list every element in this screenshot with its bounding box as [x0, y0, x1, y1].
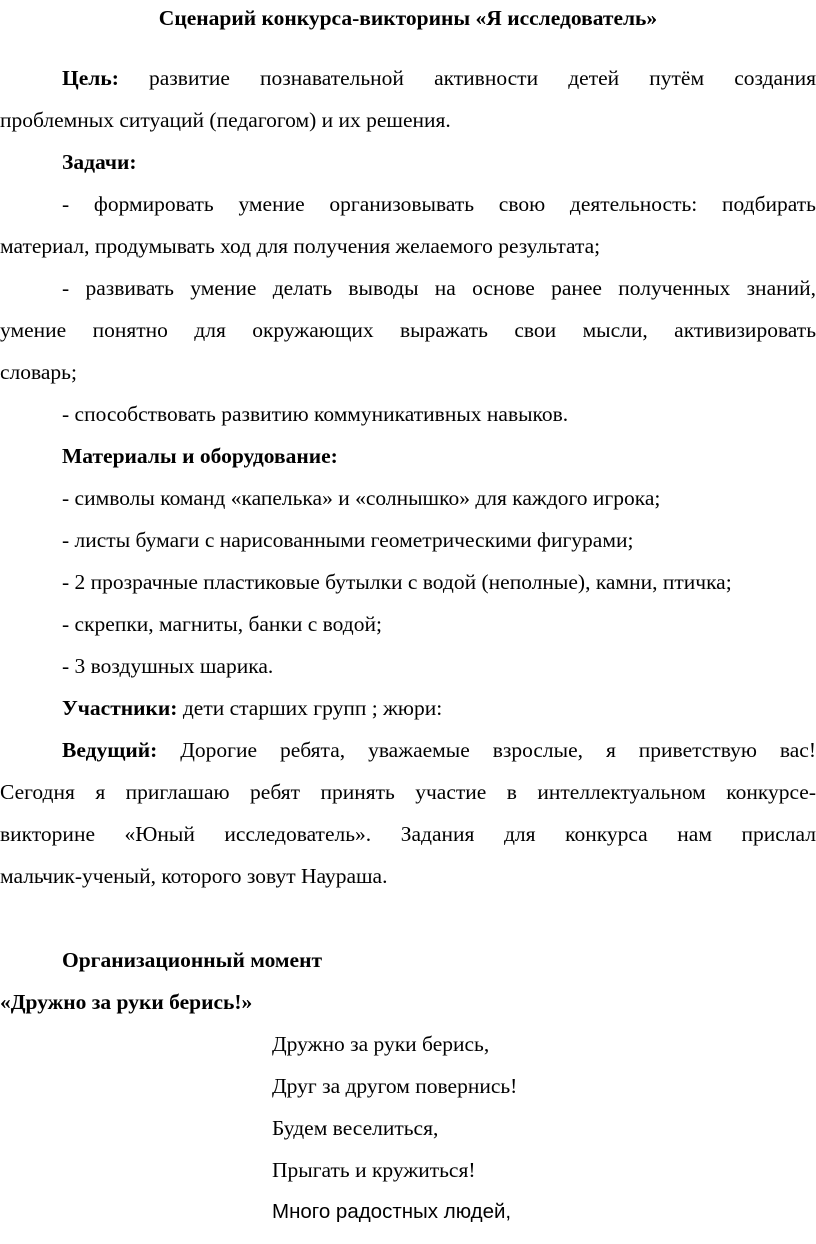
- material-item: - 3 воздушных шарика.: [62, 654, 274, 678]
- material-item: - скрепки, магниты, банки с водой;: [62, 612, 382, 636]
- host-line-1: [62, 729, 816, 771]
- material-item: - 2 прозрачные пластиковые бутылки с водой (неполные), камни, птичка;: [62, 570, 732, 594]
- materials-label: Материалы и оборудование:: [62, 444, 338, 468]
- document-title: Сценарий конкурса-викторины «Я исследователь»: [158, 6, 658, 30]
- participants-label: Участники:: [62, 696, 178, 720]
- task-2-line-3: словарь;: [0, 360, 77, 384]
- goal-text-1: развитие познавательной активности детей путём создания: [149, 66, 816, 90]
- goal-label: Цель:: [62, 66, 119, 90]
- material-item: - листы бумаги с нарисованными геометрическими фигурами;: [62, 528, 634, 552]
- host-line-3: викторине «Юный исследователь». Задания для конкурса нам прислал: [0, 822, 816, 846]
- poem-line: Друг за другом повернись!: [272, 1074, 518, 1098]
- task-2-line-2: умение понятно для окружающих выражать свои мысли, активизировать: [0, 318, 816, 342]
- host-text-1: Дорогие ребята, уважаемые взрослые, я приветствую вас!: [180, 738, 816, 762]
- task-3: - способствовать развитию коммуникативных навыков.: [62, 402, 569, 426]
- task-1-line-2: материал, продумывать ход для получения желаемого результата;: [0, 234, 601, 258]
- tasks-label: Задачи:: [62, 150, 137, 174]
- poem-line: Будем веселиться,: [272, 1116, 439, 1140]
- host-line-4: мальчик-ученый, которого зовут Наураша.: [0, 864, 388, 888]
- task-1-line-1: - формировать умение организовывать свою деятельность: подбирать: [62, 192, 816, 216]
- participants-line: [62, 687, 816, 729]
- goal-line-2: проблемных ситуаций (педагогом) и их решения.: [0, 108, 451, 132]
- host-label: Ведущий:: [62, 738, 158, 762]
- participants-text: дети старших групп ; жюри:: [182, 696, 443, 720]
- poem-line: Много радостных людей,: [272, 1200, 512, 1223]
- org-moment-heading: Организационный момент: [62, 948, 323, 972]
- game-title: «Дружно за руки берись!»: [0, 990, 253, 1014]
- poem-line: Дружно за руки берись,: [272, 1032, 490, 1056]
- poem-line: Прыгать и кружиться!: [272, 1158, 476, 1182]
- task-2-line-1: - развивать умение делать выводы на основе ранее полученных знаний,: [62, 276, 816, 300]
- host-line-2: Сегодня я приглашаю ребят принять участие в интеллектуальном конкурсе-: [0, 780, 816, 804]
- goal-line-1: [62, 57, 816, 99]
- material-item: - символы команд «капелька» и «солнышко» для каждого игрока;: [62, 486, 661, 510]
